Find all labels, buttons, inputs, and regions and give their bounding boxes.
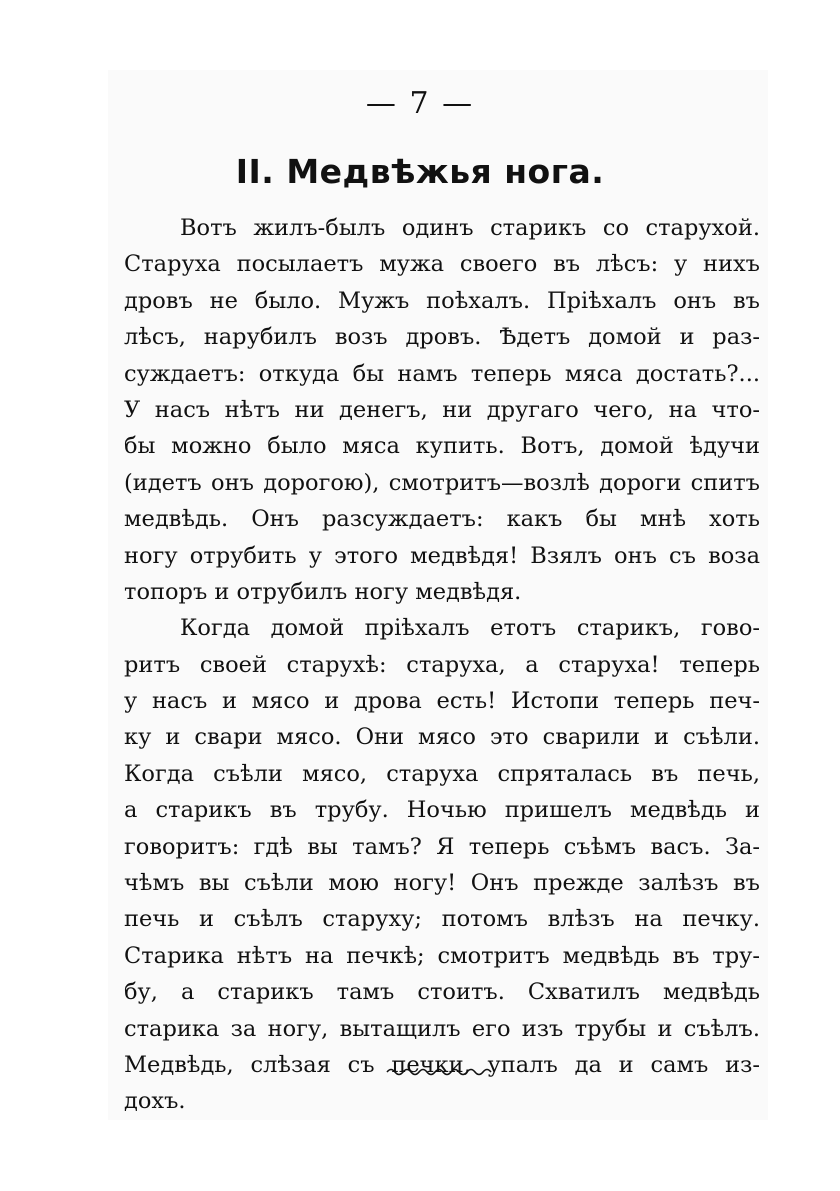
story-text	[124, 210, 760, 1120]
text-line: Вотъ жилъ-былъ одинъ старикъ со старухой.	[180, 215, 760, 241]
text-line: ритъ своей старухѣ: старуха, а старуха! теперь	[124, 651, 760, 678]
text-line: бы можно было мяса купить. Вотъ, домой ѣдучи	[124, 433, 760, 460]
text-line: Когда домой пріѣхалъ етотъ старикъ, гово-	[180, 615, 760, 642]
text-line: (идетъ онъ дорогою), смотритъ—возлѣ дороги спитъ	[124, 469, 760, 496]
text-line: старика за ногу, вытащилъ его изъ трубы и съѣлъ.	[124, 1015, 760, 1042]
text-line: печь и съѣлъ старуху; потомъ влѣзъ на печку.	[124, 906, 760, 933]
text-line: у насъ и мясо и дрова есть! Истопи теперь печ-	[124, 688, 760, 715]
text-line: а старикъ въ трубу. Ночью пришелъ медвѣдь и	[124, 797, 760, 824]
text-line: дровъ не было. Мужъ поѣхалъ. Пріѣхалъ онъ въ	[124, 287, 760, 314]
text-line: ку и свари мясо. Они мясо это сварили и съѣли.	[124, 724, 760, 751]
text-line: Когда съѣли мясо, старуха спряталась въ печь,	[124, 760, 760, 787]
text-line: Медвѣдь, слѣзая съ печки, упалъ да и самъ из-	[124, 1051, 760, 1078]
text-line: говоритъ: гдѣ вы тамъ? Я теперь съѣмъ васъ. За-	[124, 833, 760, 860]
paragraph-1	[124, 210, 760, 610]
text-line: бу, а старикъ тамъ стоитъ. Схватилъ медвѣдь	[124, 979, 760, 1006]
text-line: У насъ нѣтъ ни денегъ, ни другаго чего, на что-	[124, 396, 760, 423]
text-line: чѣмъ вы съѣли мою ногу! Онъ прежде залѣзъ въ	[124, 870, 760, 897]
chapter-title: II. Медвѣжья нога.	[235, 152, 605, 191]
text-line: ногу отрубить у этого медвѣдя! Взялъ онъ съ воза	[124, 542, 760, 569]
text-line: Старуха посылаетъ мужа своего въ лѣсъ: у нихъ	[124, 251, 760, 278]
text-line: топоръ и отрубилъ ногу медвѣдя.	[124, 578, 522, 605]
page-number: — 7 —	[365, 86, 475, 121]
wavy-ornament-icon	[385, 1065, 495, 1079]
text-line: суждаетъ: откуда бы намъ теперь мяса достать?...	[124, 360, 760, 387]
text-line: дохъ.	[124, 1088, 186, 1115]
text-line: лѣсъ, нарубилъ возъ дровъ. Ѣдетъ домой и раз-	[124, 324, 760, 351]
paragraph-2	[124, 610, 760, 1119]
text-line: Старика нѣтъ на печкѣ; смотритъ медвѣдь въ тру-	[124, 942, 760, 969]
text-line: медвѣдь. Онъ разсуждаетъ: какъ бы мнѣ хоть	[124, 506, 760, 533]
